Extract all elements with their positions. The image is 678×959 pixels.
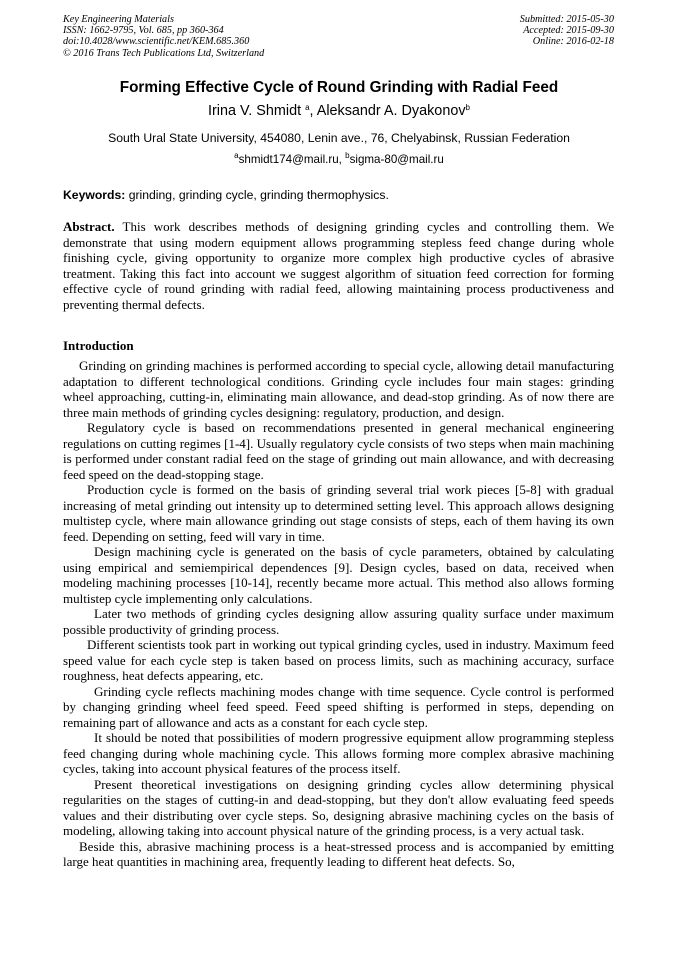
paragraph: Grinding cycle reflects machining modes change with time sequence. Cycle control is performed by changing grinding wheel feed speed. Feed speed shifting is performed in steps, depending on remaining part of allowance and acts as a constant for each cycle step. [63,683,614,730]
dates-info [520,14,614,48]
author-separator: , [309,103,317,119]
keywords [63,188,389,202]
author-1-mark: a [305,103,310,112]
abstract [63,219,614,312]
paper-title: Forming Effective Cycle of Round Grinding with Radial Feed [119,79,559,96]
abstract-label: Abstract. [63,219,115,234]
introduction-body [63,358,614,870]
submitted-date: Submitted: 2015-05-30 [519,14,614,25]
email-line [0,153,678,166]
paragraph: Production cycle is formed on the basis of grinding several trial work pieces [5-8] with gradual increasing of metal grinding out intensity up to determined setting level. This approach allows designing multistep cycle, where main allowance grinding out stage consists of steps, each of them having its own feed. Depending on setting, feed will vary in time. [63,482,614,544]
accepted-date: Accepted: 2015-09-30 [523,25,614,37]
paragraph: Different scientists took part in working out typical grinding cycles, used in industry. Maximum feed speed value for each cycle step is taken based on process limits, such as machining accuracy, surface roughness, heat defects appearing, etc. [63,637,614,683]
section-heading-introduction: Introduction [63,338,134,353]
paragraph: Beside this, abrasive machining process is a heat-stressed process and is accompanied by emitting large heat quantities in machining area, frequently leading to different heat defects. So, [63,838,614,869]
paragraph: Later two methods of grinding cycles designing allow assuring quality surface under maximum possible productivity of grinding process. [63,606,614,637]
email-b-mark: b [345,151,350,160]
copyright: © 2016 Trans Tech Publications Ltd, Switzerland [63,47,265,59]
journal-name: Key Engineering Materials [63,14,174,25]
paragraph: Regulatory cycle is based on recommendations presented in general mechanical engineering regulations on cutting regimes [1-4]. Usually regulatory cycle consists of two steps when main machining is performed under constant radial feed on the stage of grinding out main allowance, and with decreasing feed speed on the dead-stopping stage. [63,420,614,482]
issn: ISSN: 1662-9795, Vol. 685, pp 360-364 [63,25,224,37]
author-line [0,103,678,119]
affiliation: South Ural State University, 454080, Lenin ave., 76, Chelyabinsk, Russian Federation [108,131,570,145]
online-date: Online: 2016-02-18 [532,36,614,48]
paragraph: Grinding on grinding machines is performed according to special cycle, allowing detail manufacturing adaptation to different technological conditions. Grinding cycle includes four main stages: grinding wheel approaching, cutting-in, eliminating main allowance, and dead-stop grinding. As of now there are three main methods of grinding cycles designing: regulatory, production, and design. [63,358,614,420]
email-a-mark: a [234,151,239,160]
author-2-mark: b [465,103,470,112]
doi: doi:10.4028/www.scientific.net/KEM.685.360 [63,36,250,48]
email-a: shmidt174@mail.ru, [238,153,346,166]
paragraph: Present theoretical investigations on designing grinding cycles allow determining physical regularities on the stages of cutting-in and dead-stopping, but they don't allow evaluating feed speeds values and their distributing over cycle steps. So, designing abrasive machining cycles on the basis of modeling, allowing taking into account physical nature of the grinding process, is a very actual task. [63,776,614,838]
author-1: Irina V. Shmidt [208,103,302,119]
email-b: sigma-80@mail.ru [349,153,444,166]
author-2: Aleksandr A. Dyakonov [316,103,466,119]
paragraph: It should be noted that possibilities of modern progressive equipment allow programming stepless feed changing during whole machining cycle. This allows forming more complex abrasive machining cycles, taking into account physical features of the process itself. [63,730,614,776]
journal-info [63,14,264,59]
abstract-text: This work describes methods of designing grinding cycles and controlling them. We demonstrate that using modern equipment allows programming stepless feed change during whole finishing cycle, giving opportunity to organize more complex high productive cycles of abrasive treatment. Taking this fact into account we suggest algorithm of situation feed correction for forming effective cycle of round grinding with radial feed, allowing maintaining process productiveness and preventing thermal defects. [63,219,614,312]
keywords-label: Keywords: [63,188,126,202]
paragraph: Design machining cycle is generated on the basis of cycle parameters, obtained by calculating using empirical and semiempirical dependences [9]. Design cycles, based on data, received when modeling machining processes [10-14], recently became more actual. This method also allows forming multistep cycle implementing only calculations. [63,544,614,606]
keywords-text: grinding, grinding cycle, grinding thermophysics. [125,188,389,202]
